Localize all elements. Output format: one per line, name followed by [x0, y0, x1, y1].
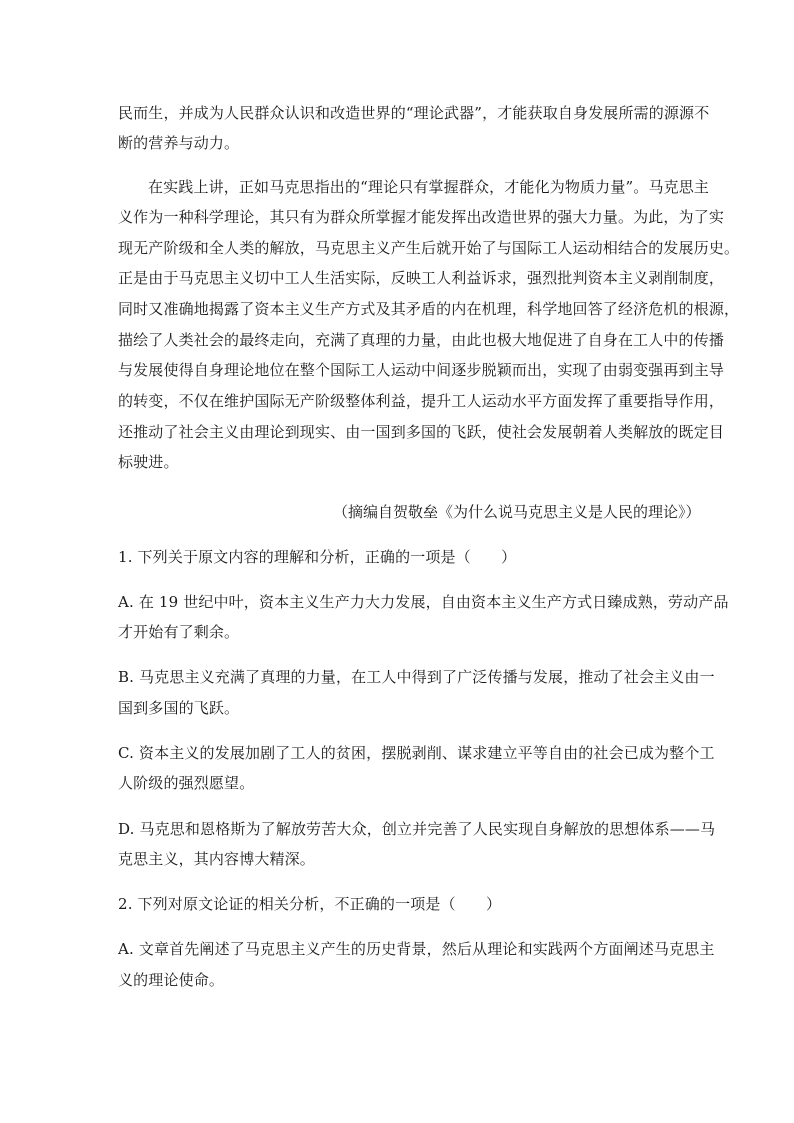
question-1-option-b-line-1: B. 马克思主义充满了真理的力量，在工人中得到了广泛传播与发展，推动了社会主义由一: [118, 668, 715, 686]
practice-line-6: 描绘了人类社会的最终走向，充满了真理的力量，由此也极大地促进了自身在工人中的传播: [118, 331, 725, 349]
citation: （摘编自贺敬垒《为什么说马克思主义是人民的理论》）: [333, 503, 701, 521]
practice-line-3: 现无产阶级和全人类的解放，马克思主义产生后就开始了与国际工人运动相结合的发展历史。: [118, 239, 740, 257]
intro-line-1: 民而生，并成为人民群众认识和改造世界的“理论武器”，才能获取自身发展所需的源源不: [118, 104, 710, 122]
question-2-option-a-line-2: 义的理论使命。: [118, 971, 225, 989]
question-1-option-d-line-2: 克思主义，其内容博大精深。: [118, 850, 315, 868]
question-1-option-d-line-1: D. 马克思和恩格斯为了解放劳苦大众，创立并完善了人民实现自身解放的思想体系——马: [118, 820, 716, 838]
practice-line-10: 标驶进。: [118, 453, 179, 471]
practice-line-5: 同时又准确地揭露了资本主义生产方式及其矛盾的内在机理，科学地回答了经济危机的根源，: [118, 300, 740, 318]
question-1-option-a-line-1: A. 在 19 世纪中叶，资本主义生产力大力发展，自由资本主义生产方式日臻成熟，劳动产品: [118, 593, 729, 611]
question-2-option-a-line-1: A. 文章首先阐述了马克思主义产生的历史背景，然后从理论和实践两个方面阐述马克思主: [118, 940, 715, 958]
practice-line-2: 义作为一种科学理论，其只有为群众所掌握才能发挥出改造世界的强大力量。为此，为了实: [118, 208, 725, 226]
practice-line-9: 还推动了社会主义由理论到现实、由一国到多国的飞跃，使社会发展朝着人类解放的既定目: [118, 423, 725, 441]
practice-line-7: 与发展使得自身理论地位在整个国际工人运动中间逐步脱颖而出，实现了由弱变强再到主导: [118, 361, 725, 379]
question-1-stem: 1. 下列关于原文内容的理解和分析，正确的一项是（ ）: [118, 548, 517, 566]
question-1-option-c-line-1: C. 资本主义的发展加剧了工人的贫困，摆脱剥削、谋求建立平等自由的社会已成为整个工: [118, 744, 715, 762]
question-1-option-c-line-2: 人阶级的强烈愿望。: [118, 774, 255, 792]
intro-line-2: 断的营养与动力。: [118, 134, 240, 152]
practice-line-1: 在实践上讲，正如马克思指出的“理论只有掌握群众，才能化为物质力量”。马克思主: [148, 178, 710, 196]
question-1-option-a-line-2: 才开始有了剩余。: [118, 623, 240, 641]
practice-line-4: 正是由于马克思主义切中工人生活实际，反映工人利益诉求，强烈批判资本主义剥削制度，: [118, 269, 725, 287]
question-2-stem: 2. 下列对原文论证的相关分析，不正确的一项是（ ）: [118, 895, 502, 913]
practice-line-8: 的转变，不仅在维护国际无产阶级整体利益，提升工人运动水平方面发挥了重要指导作用，: [118, 392, 725, 410]
question-1-option-b-line-2: 国到多国的飞跃。: [118, 699, 240, 717]
